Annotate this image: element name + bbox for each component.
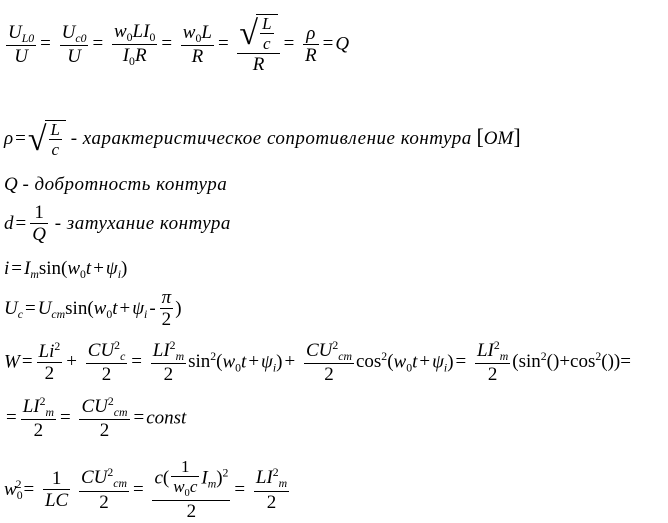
damping-text: - затухание контура <box>54 212 231 234</box>
damping-line: d = $\frac{1}{Q}$ - затухание контура <box>4 202 231 245</box>
q-factor-text: - добротность контура <box>22 174 228 195</box>
energy-equation: W = $\frac{Li^2}{2}$ + $\frac{CU^2_c}{2}$ = $\frac{LI^2_m}{2}$ $\sin^2(w_0t + \psi_i)$ + $\frac{CU^2_{cm}}{2}$ $\cos^2(w_0t + \psi_i)$ = $\frac{LI^2_m}{2}$ $(\sin^2()+\cos^2())=$ <box>4 339 631 386</box>
energy-const-equation: = $\frac{LI^2_m}{2}$ = $\frac{CU^2_{cm}}{2}$ = const <box>6 395 187 442</box>
q-factor-line: Q - добротность контура <box>4 174 228 195</box>
current-equation: $i = I_m\sin(w_0t + \psi_i)$ <box>4 258 128 281</box>
characteristic-impedance-line: ρ =√ $\frac{L}{c}$ - характеристическое сопротивление контура [ОМ] <box>4 120 521 159</box>
capacitor-voltage-equation: $U_c = U_{cm}\sin(w_0t + \psi_i$ - $\frac{\pi}{2}$ ) <box>4 287 182 330</box>
resonance-frequency-equation: $w_0^2$ = $\frac{1}{LC}$ $\frac{CU^2_{cm}}{2}$ = c( $\frac{1}{w_0c}$ $I_m)^2$ 2 = $\frac{LI^2_m}{2}$ <box>4 457 288 522</box>
unit-ohm: ОМ <box>483 128 514 150</box>
quality-factor-equation: $\frac{U_{L0}}{U}$ = $\frac{U_{c0}}{U}$ = $\frac{w_0LI_0}{I_0R}$ = $\frac{w_0L}{R}$ = √ $\frac{L}{c}$ R = $\frac{\rho}{R}$ = Q <box>8 14 350 76</box>
characteristic-impedance-text: - характеристическое сопротивление контура <box>70 128 472 150</box>
